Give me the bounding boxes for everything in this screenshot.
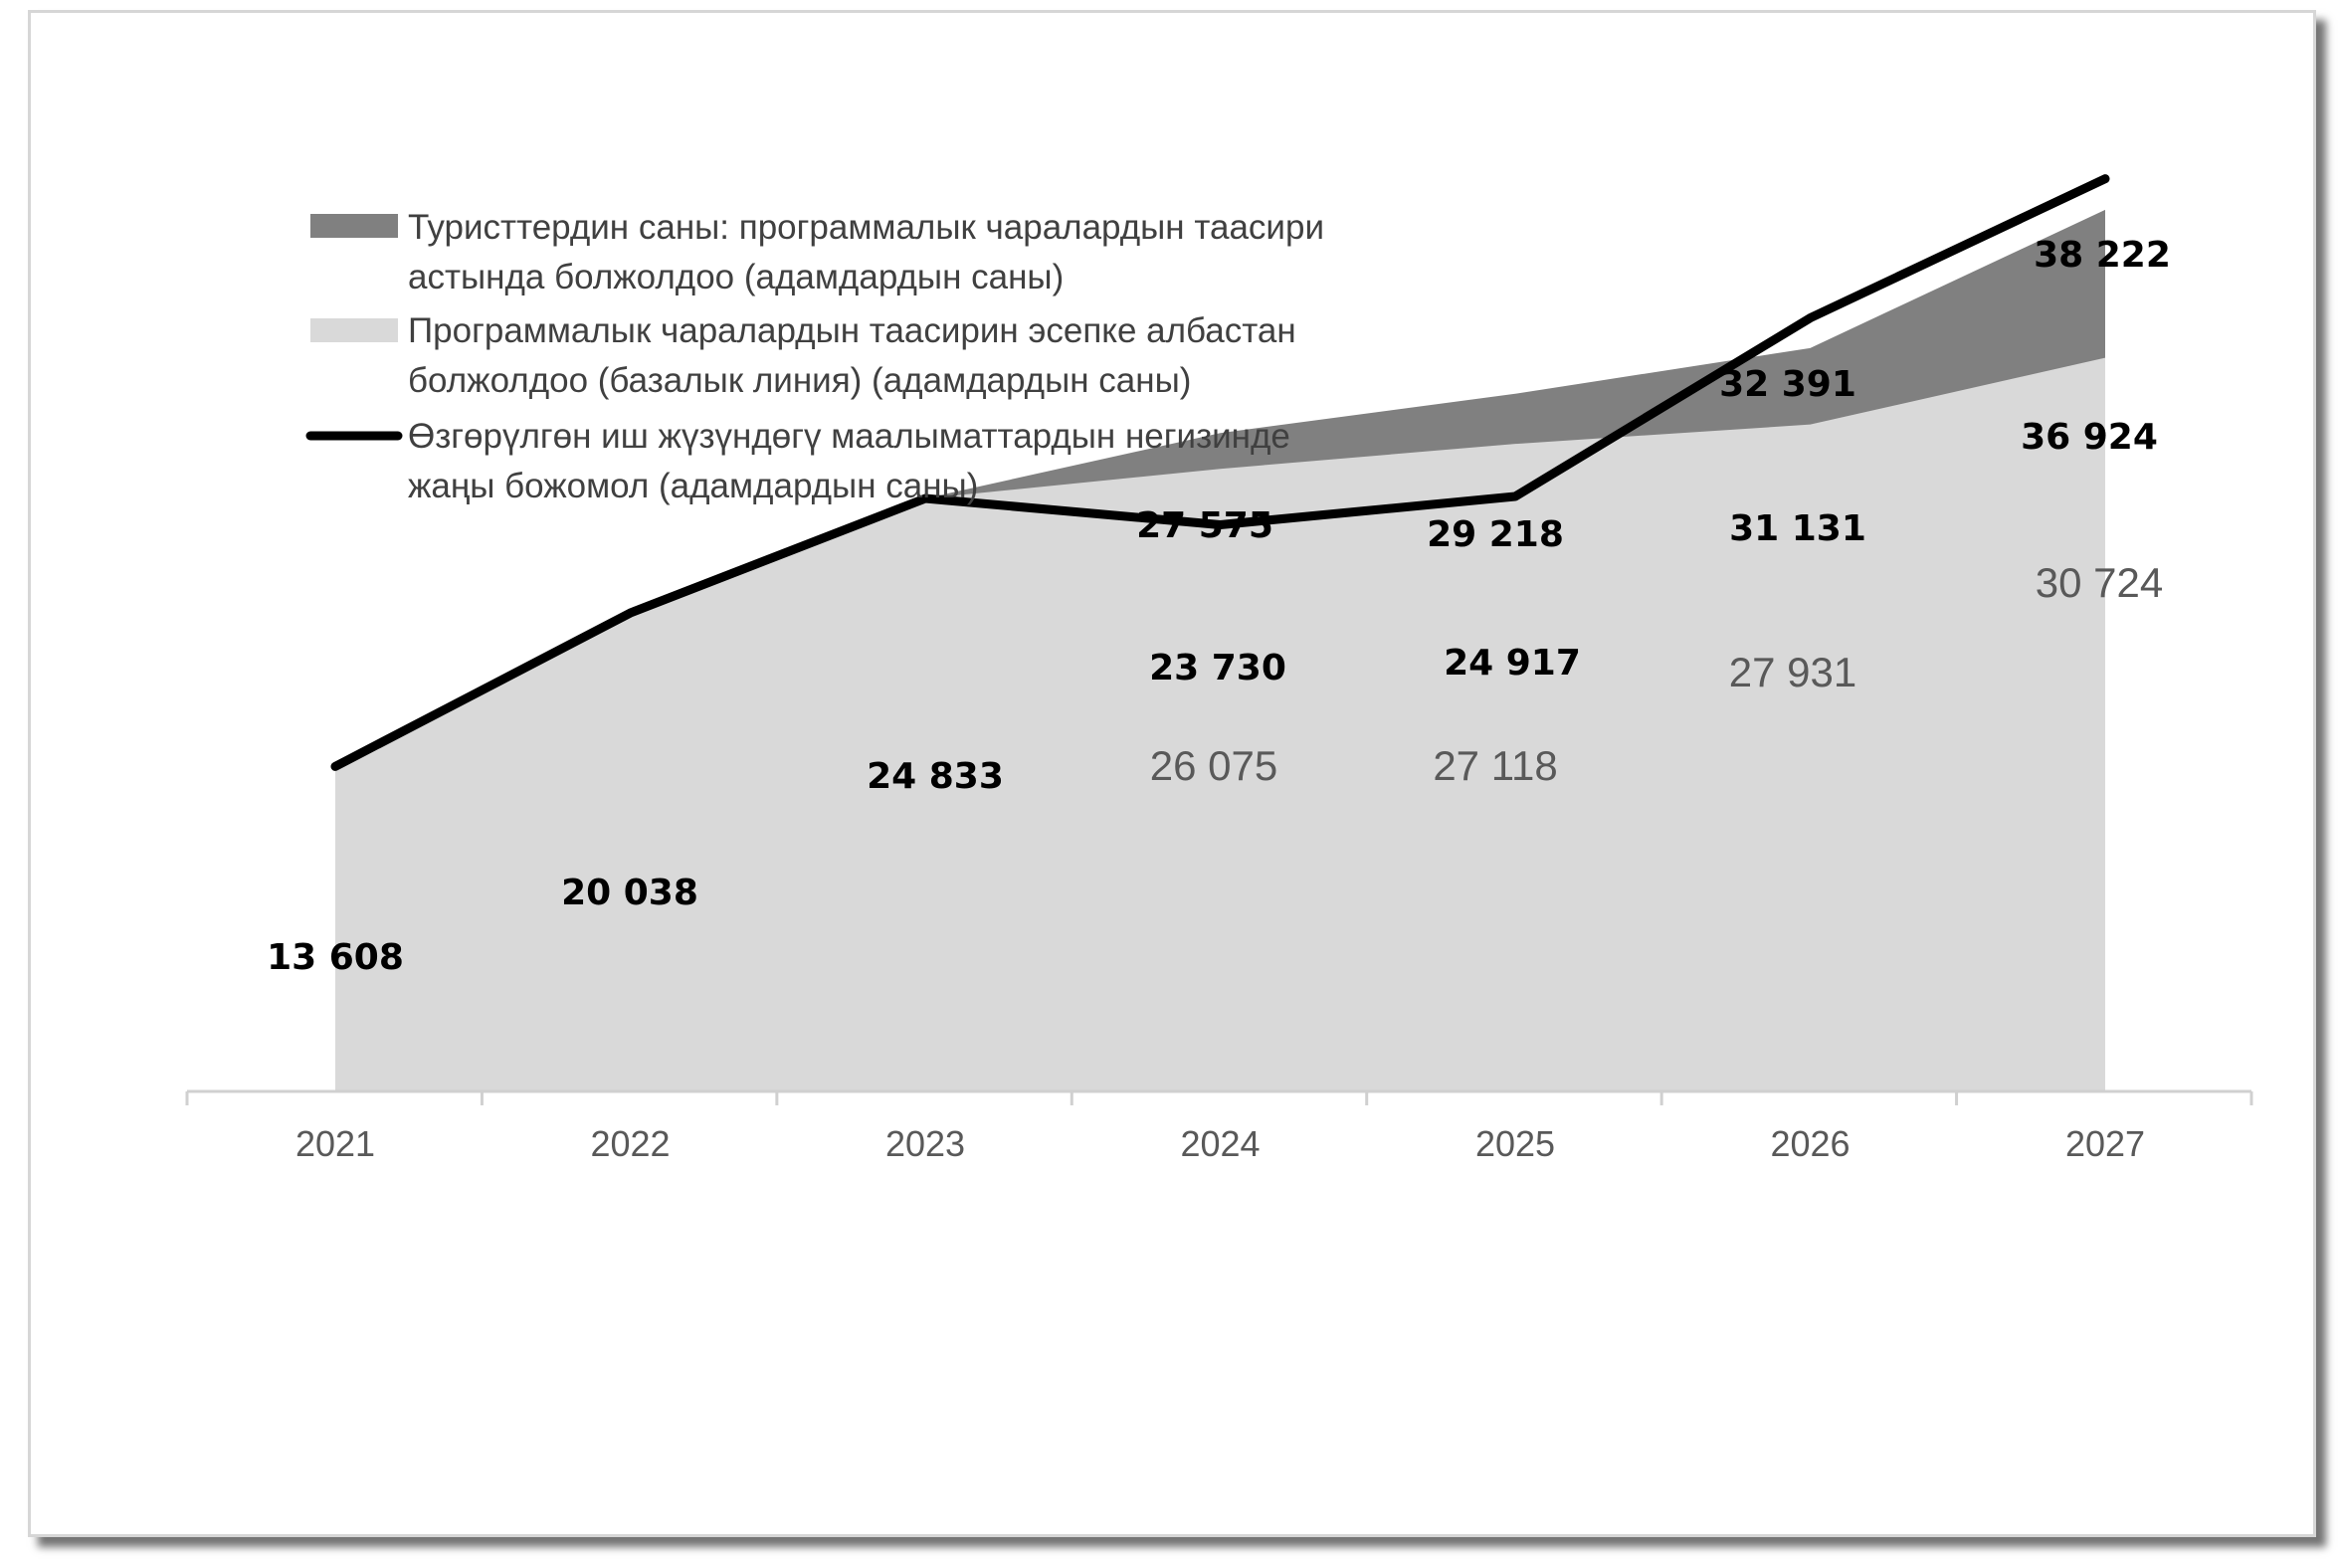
- data-label-program-2024: 27 575: [1136, 505, 1273, 546]
- data-label-new-2026: 32 391: [1719, 364, 1856, 405]
- x-tick-label: 2026: [1770, 1123, 1851, 1164]
- data-label-new-2024: 23 730: [1149, 648, 1286, 688]
- data-label-program-2025: 29 218: [1427, 514, 1564, 555]
- x-tick-label: 2024: [1180, 1123, 1261, 1164]
- x-tick-label: 2025: [1474, 1123, 1556, 1164]
- data-label-new-2025: 24 917: [1444, 643, 1581, 684]
- data-label-new-2027: 38 222: [2034, 235, 2171, 276]
- legend-label-new-forecast-line1: Өзгөрүлгөн иш жүзүндөгү маалыматтардын негизинде: [408, 417, 1290, 456]
- legend-label-baseline-forecast-line2: болжолдоо (базалык линия) (адамдардын саны): [408, 361, 1192, 400]
- data-label-program-2027: 36 924: [2021, 417, 2158, 458]
- x-axis: [187, 1091, 2251, 1164]
- data-label-baseline-2024: 26 075: [1149, 742, 1278, 789]
- data-label-baseline-2025: 27 118: [1433, 742, 1558, 789]
- x-tick-label: 2027: [2064, 1123, 2146, 1164]
- legend-label-program-forecast-line2: астында болжолдоо (адамдардын саны): [408, 258, 1065, 296]
- data-label-baseline-2022: 20 038: [561, 873, 698, 913]
- data-label-baseline-2023: 24 833: [867, 756, 1004, 797]
- data-label-baseline-2027: 30 724: [2035, 559, 2164, 606]
- legend-swatch-program-forecast: [310, 214, 398, 238]
- legend-swatch-baseline-forecast: [310, 318, 398, 342]
- legend-label-program-forecast-line1: Туристтердин саны: программалык чаралардын таасири: [408, 208, 1324, 247]
- x-tick-label: 2022: [590, 1123, 671, 1164]
- legend-label-new-forecast-line2: жаңы божомол (адамдардын саны): [408, 467, 979, 505]
- x-tick-label: 2021: [294, 1123, 376, 1164]
- legend-label-baseline-forecast-line1: Программалык чаралардын таасирин эсепке албастан: [408, 311, 1296, 350]
- data-label-program-2026: 31 131: [1729, 508, 1866, 549]
- data-label-baseline-2026: 27 931: [1728, 649, 1857, 695]
- x-tick-label: 2023: [884, 1123, 966, 1164]
- data-label-baseline-2021: 13 608: [267, 937, 404, 978]
